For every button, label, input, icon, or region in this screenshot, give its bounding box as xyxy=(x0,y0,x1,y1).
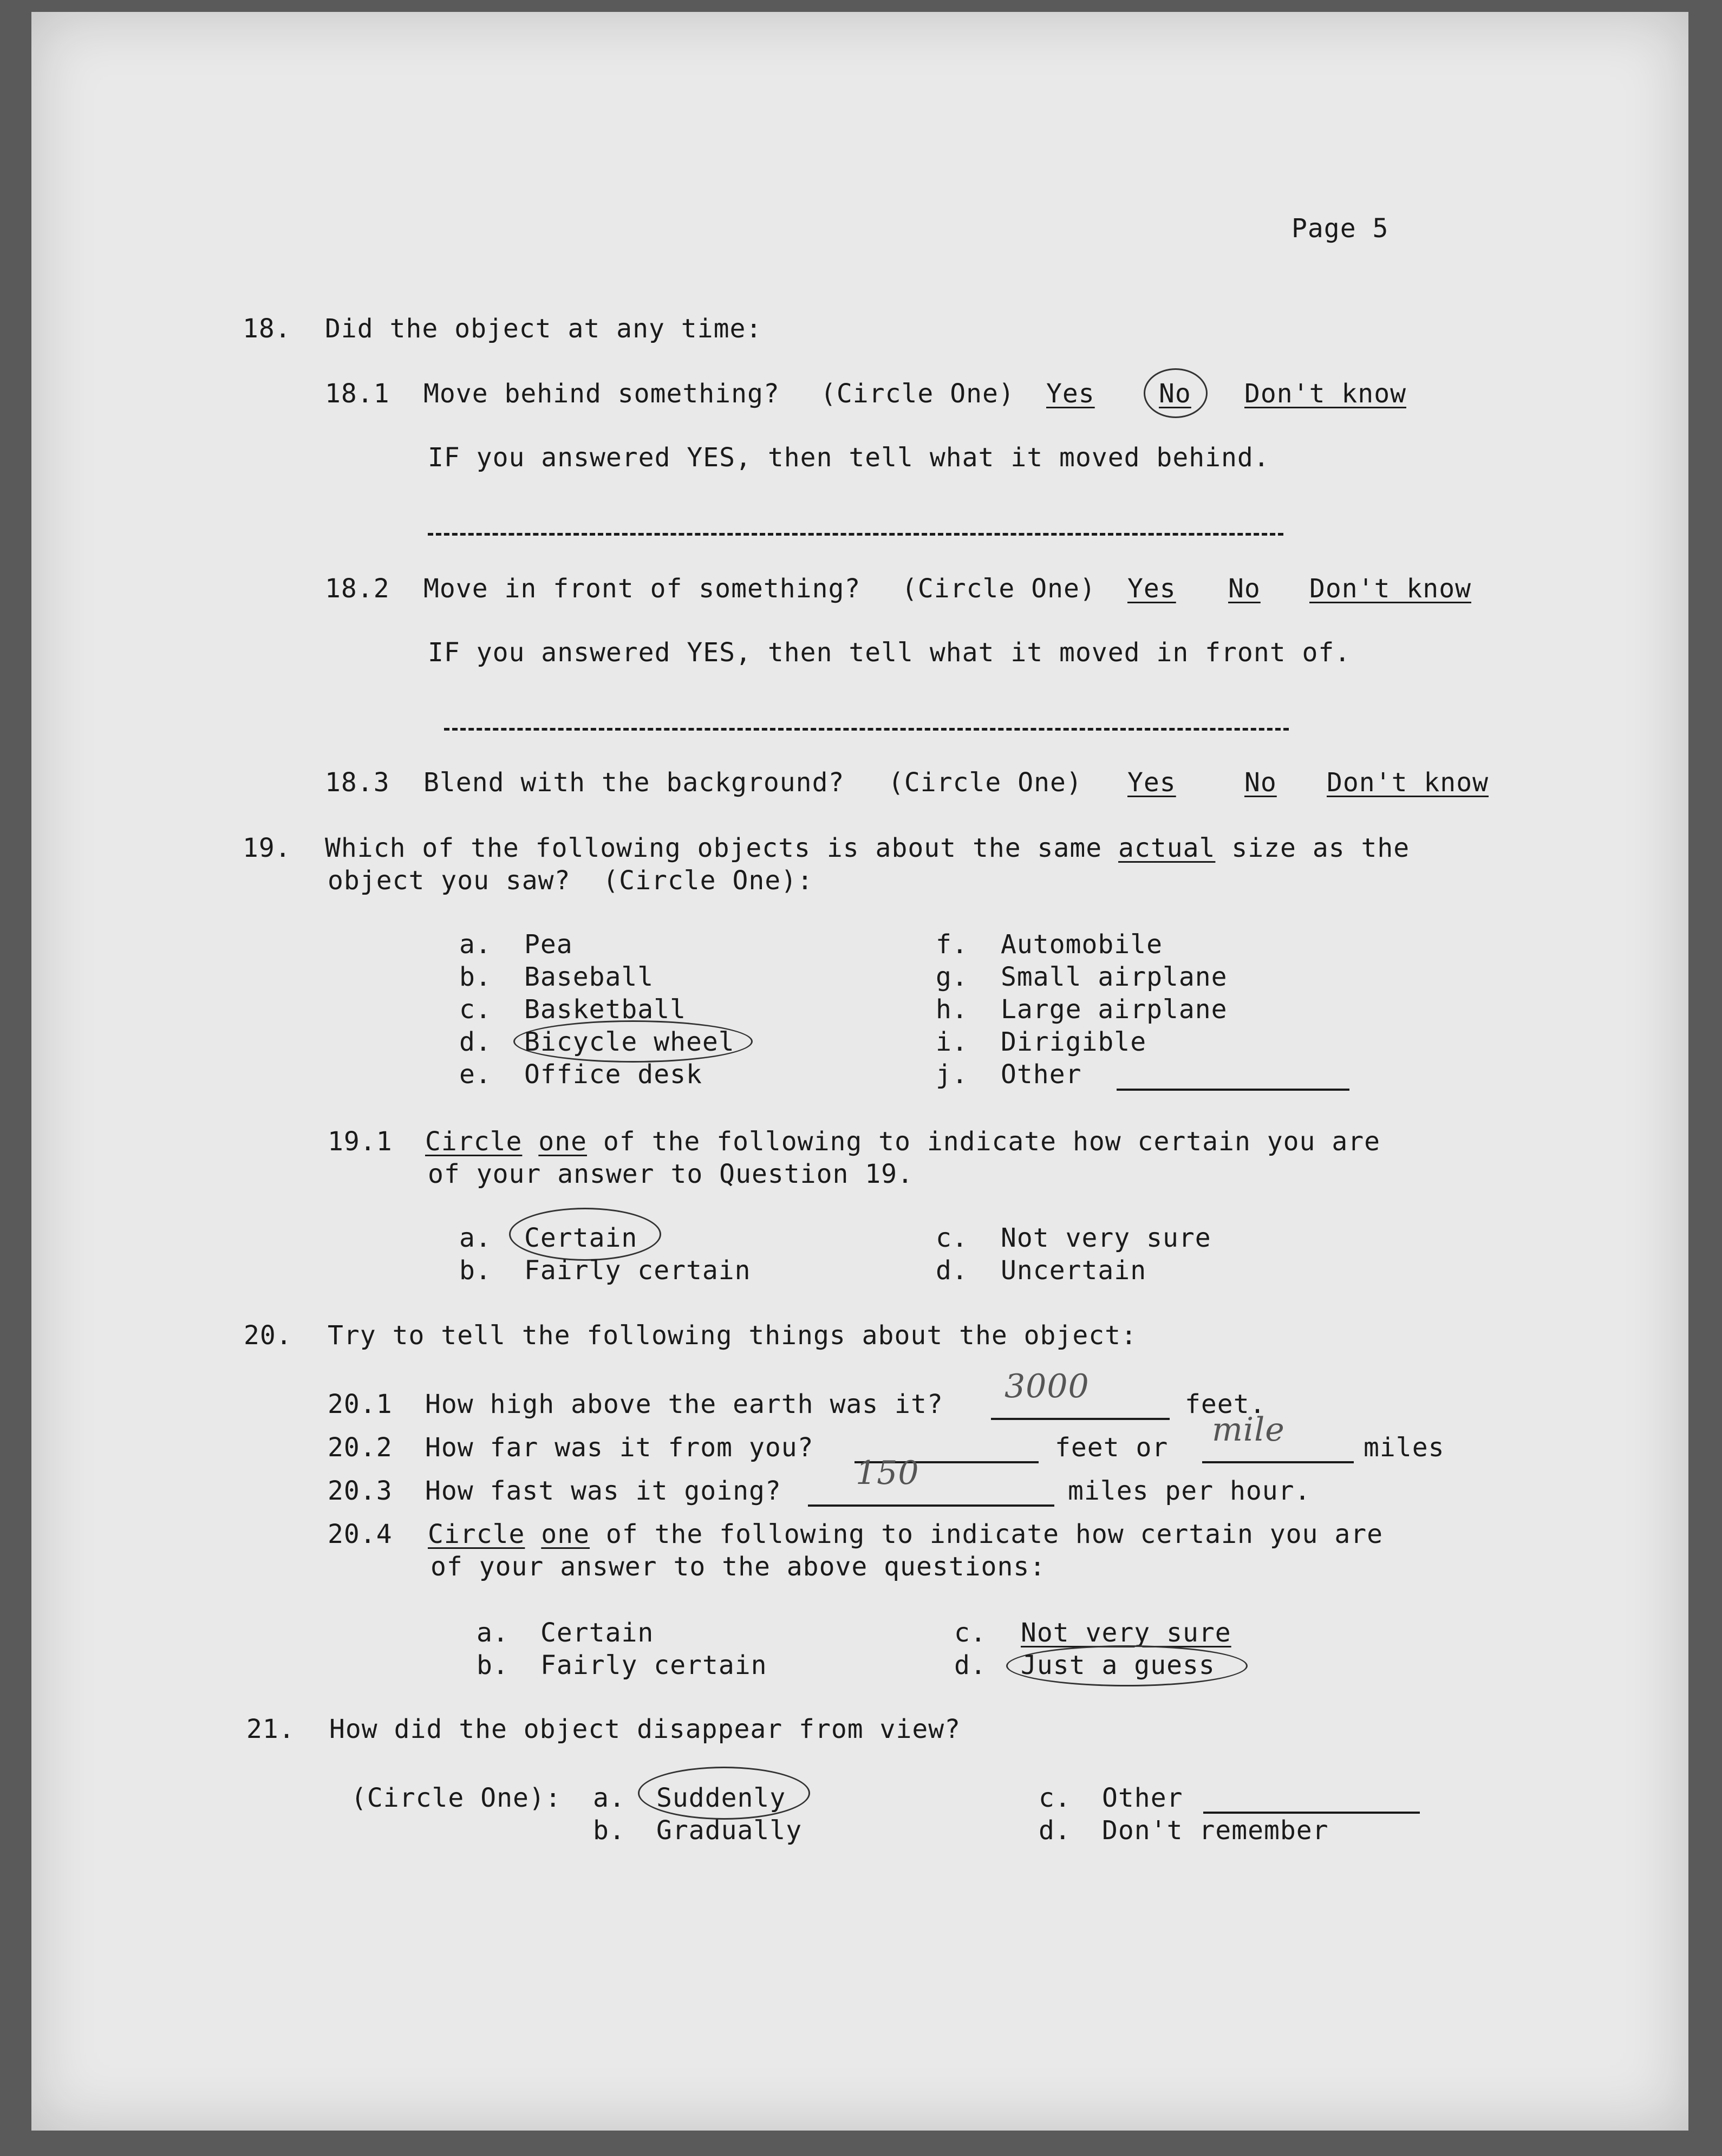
q19-option-text: Basketball xyxy=(524,994,686,1025)
q21-option-label: b. xyxy=(593,1815,625,1846)
q19-1-option-text: Not very sure xyxy=(1001,1223,1211,1253)
q20-number: 20. xyxy=(244,1320,292,1351)
q21-number: 21. xyxy=(246,1714,295,1744)
q19-option-text: Large airplane xyxy=(1001,994,1228,1025)
q20-4-option-label: d. xyxy=(954,1650,987,1680)
q19-1-option-text: Uncertain xyxy=(1001,1255,1147,1286)
q20-4-circle-word: Circle xyxy=(428,1519,525,1549)
q18-3-no: No xyxy=(1244,767,1277,798)
q19-actual: actual xyxy=(1118,833,1216,863)
q20-2-number: 20.2 xyxy=(328,1432,393,1463)
q18-1-number: 18.1 xyxy=(325,379,390,409)
q19-option-text: Automobile xyxy=(1001,929,1163,960)
q18-1-dont-know: Don't know xyxy=(1244,379,1406,409)
q20-2-handwritten-answer: mile xyxy=(1212,1411,1285,1449)
q19-1-option-label: a. xyxy=(459,1223,492,1253)
q20-4-one-word: one xyxy=(541,1519,590,1549)
q19-option-label: e. xyxy=(459,1059,492,1090)
q18-3-text: Blend with the background? xyxy=(423,767,845,798)
q21-option-text: Don't remember xyxy=(1102,1815,1329,1846)
q20-2-unit1: feet or xyxy=(1055,1432,1169,1463)
q18-1-circle-one: (Circle One) xyxy=(820,379,1015,409)
q18-3-yes: Yes xyxy=(1127,767,1176,798)
q19-1-line2: of your answer to Question 19. xyxy=(428,1159,914,1189)
q20-3-unit: miles per hour. xyxy=(1068,1476,1311,1506)
q19-1-circle-word: Circle xyxy=(425,1126,523,1157)
q18-2-number: 18.2 xyxy=(325,574,390,604)
q19-1-option-label: d. xyxy=(936,1255,968,1286)
q21-option-text: Gradually xyxy=(656,1815,803,1846)
q19-line1-post: size as the xyxy=(1215,833,1410,863)
q21-option-label: c. xyxy=(1039,1783,1071,1813)
q18-2-circle-one: (Circle One) xyxy=(902,574,1096,604)
q18-3-circle-one: (Circle One) xyxy=(888,767,1082,798)
q20-1-unit: feet. xyxy=(1185,1389,1266,1419)
q20-2-unit2: miles xyxy=(1364,1432,1445,1463)
q18-2-followup: IF you answered YES, then tell what it moved in front of. xyxy=(428,637,1351,668)
page-label: Page 5 xyxy=(1292,213,1389,244)
q21-circle-one: (Circle One): xyxy=(351,1783,562,1813)
q21-option-label: d. xyxy=(1039,1815,1071,1846)
answer-line xyxy=(444,728,1289,731)
q18-2-no: No xyxy=(1228,574,1261,604)
q19-option-label: j. xyxy=(936,1059,968,1090)
q19-1-option-text: Certain xyxy=(524,1223,638,1253)
q18-2-text: Move in front of something? xyxy=(423,574,861,604)
q21-option-text: Other xyxy=(1102,1783,1183,1813)
q20-4-option-text: Certain xyxy=(540,1618,654,1648)
q19-line2: object you saw? (Circle One): xyxy=(328,865,813,896)
q19-option-label: a. xyxy=(459,929,492,960)
q19-option-label: f. xyxy=(936,929,968,960)
q20-4-line1 xyxy=(428,1518,1383,1551)
q18-2-yes: Yes xyxy=(1127,574,1176,604)
q19-option-label: h. xyxy=(936,994,968,1025)
q19-number: 19. xyxy=(243,833,291,863)
q20-text: Try to tell the following things about the object: xyxy=(328,1320,1137,1351)
q20-4-option-label: b. xyxy=(477,1650,509,1680)
q19-line1 xyxy=(325,832,1410,864)
q21-option-text: Suddenly xyxy=(656,1783,786,1813)
q20-1-text: How high above the earth was it? xyxy=(425,1389,943,1419)
q18-2-dont-know: Don't know xyxy=(1309,574,1471,604)
q18-text: Did the object at any time: xyxy=(325,314,762,344)
q20-4-option-text: Just a guess xyxy=(1021,1650,1215,1680)
q19-1-one-word: one xyxy=(538,1126,587,1157)
q19-1-number: 19.1 xyxy=(328,1126,393,1157)
q18-1-followup: IF you answered YES, then tell what it moved behind. xyxy=(428,442,1270,473)
q18-1-yes: Yes xyxy=(1046,379,1095,409)
q20-4-option-label: a. xyxy=(477,1618,509,1648)
q20-4-option-text: Fairly certain xyxy=(540,1650,767,1680)
q19-option-text: Pea xyxy=(524,929,573,960)
q19-option-text: Other xyxy=(1001,1059,1082,1090)
q19-option-text: Dirigible xyxy=(1001,1027,1147,1057)
q19-option-text: Office desk xyxy=(524,1059,702,1090)
q19-option-text: Baseball xyxy=(524,962,654,992)
q18-1-text: Move behind something? xyxy=(423,379,780,409)
q19-option-text: Bicycle wheel xyxy=(524,1027,735,1057)
q20-3-text: How fast was it going? xyxy=(425,1476,781,1506)
q20-1-number: 20.1 xyxy=(328,1389,393,1419)
q19-option-label: c. xyxy=(459,994,492,1025)
answer-line xyxy=(991,1418,1170,1420)
q19-option-label: b. xyxy=(459,962,492,992)
q18-1-no: No xyxy=(1159,379,1191,409)
answer-line xyxy=(428,533,1283,536)
q20-4-line1-rest: of the following to indicate how certain you are xyxy=(590,1519,1384,1549)
q20-4-number: 20.4 xyxy=(328,1519,393,1549)
q20-4-option-label: c. xyxy=(954,1618,987,1648)
q20-3-handwritten-answer: 150 xyxy=(856,1454,919,1492)
q19-1-line1 xyxy=(425,1125,1380,1158)
q20-1-handwritten-answer: 3000 xyxy=(1004,1367,1090,1405)
q19-1-option-label: b. xyxy=(459,1255,492,1286)
q21-text: How did the object disappear from view? xyxy=(329,1714,961,1744)
q18-3-dont-know: Don't know xyxy=(1327,767,1489,798)
q19-1-line1-rest: of the following to indicate how certain you are xyxy=(587,1126,1381,1157)
answer-line xyxy=(1202,1461,1354,1463)
other-blank-line xyxy=(1203,1812,1420,1814)
q20-3-number: 20.3 xyxy=(328,1476,393,1506)
q19-option-label: i. xyxy=(936,1027,968,1057)
q20-4-option-text: Not very sure xyxy=(1021,1618,1231,1648)
q19-1-option-label: c. xyxy=(936,1223,968,1253)
q20-4-line2: of your answer to the above questions: xyxy=(430,1552,1046,1582)
q18-number: 18. xyxy=(243,314,291,344)
other-blank-line xyxy=(1117,1089,1349,1091)
q19-option-label: g. xyxy=(936,962,968,992)
q19-option-label: d. xyxy=(459,1027,492,1057)
answer-line xyxy=(808,1504,1054,1507)
q19-option-text: Small airplane xyxy=(1001,962,1228,992)
q20-2-text: How far was it from you? xyxy=(425,1432,814,1463)
q19-1-option-text: Fairly certain xyxy=(524,1255,751,1286)
q21-option-label: a. xyxy=(593,1783,625,1813)
q18-3-number: 18.3 xyxy=(325,767,390,798)
q19-line1-pre: Which of the following objects is about the same xyxy=(325,833,1119,863)
